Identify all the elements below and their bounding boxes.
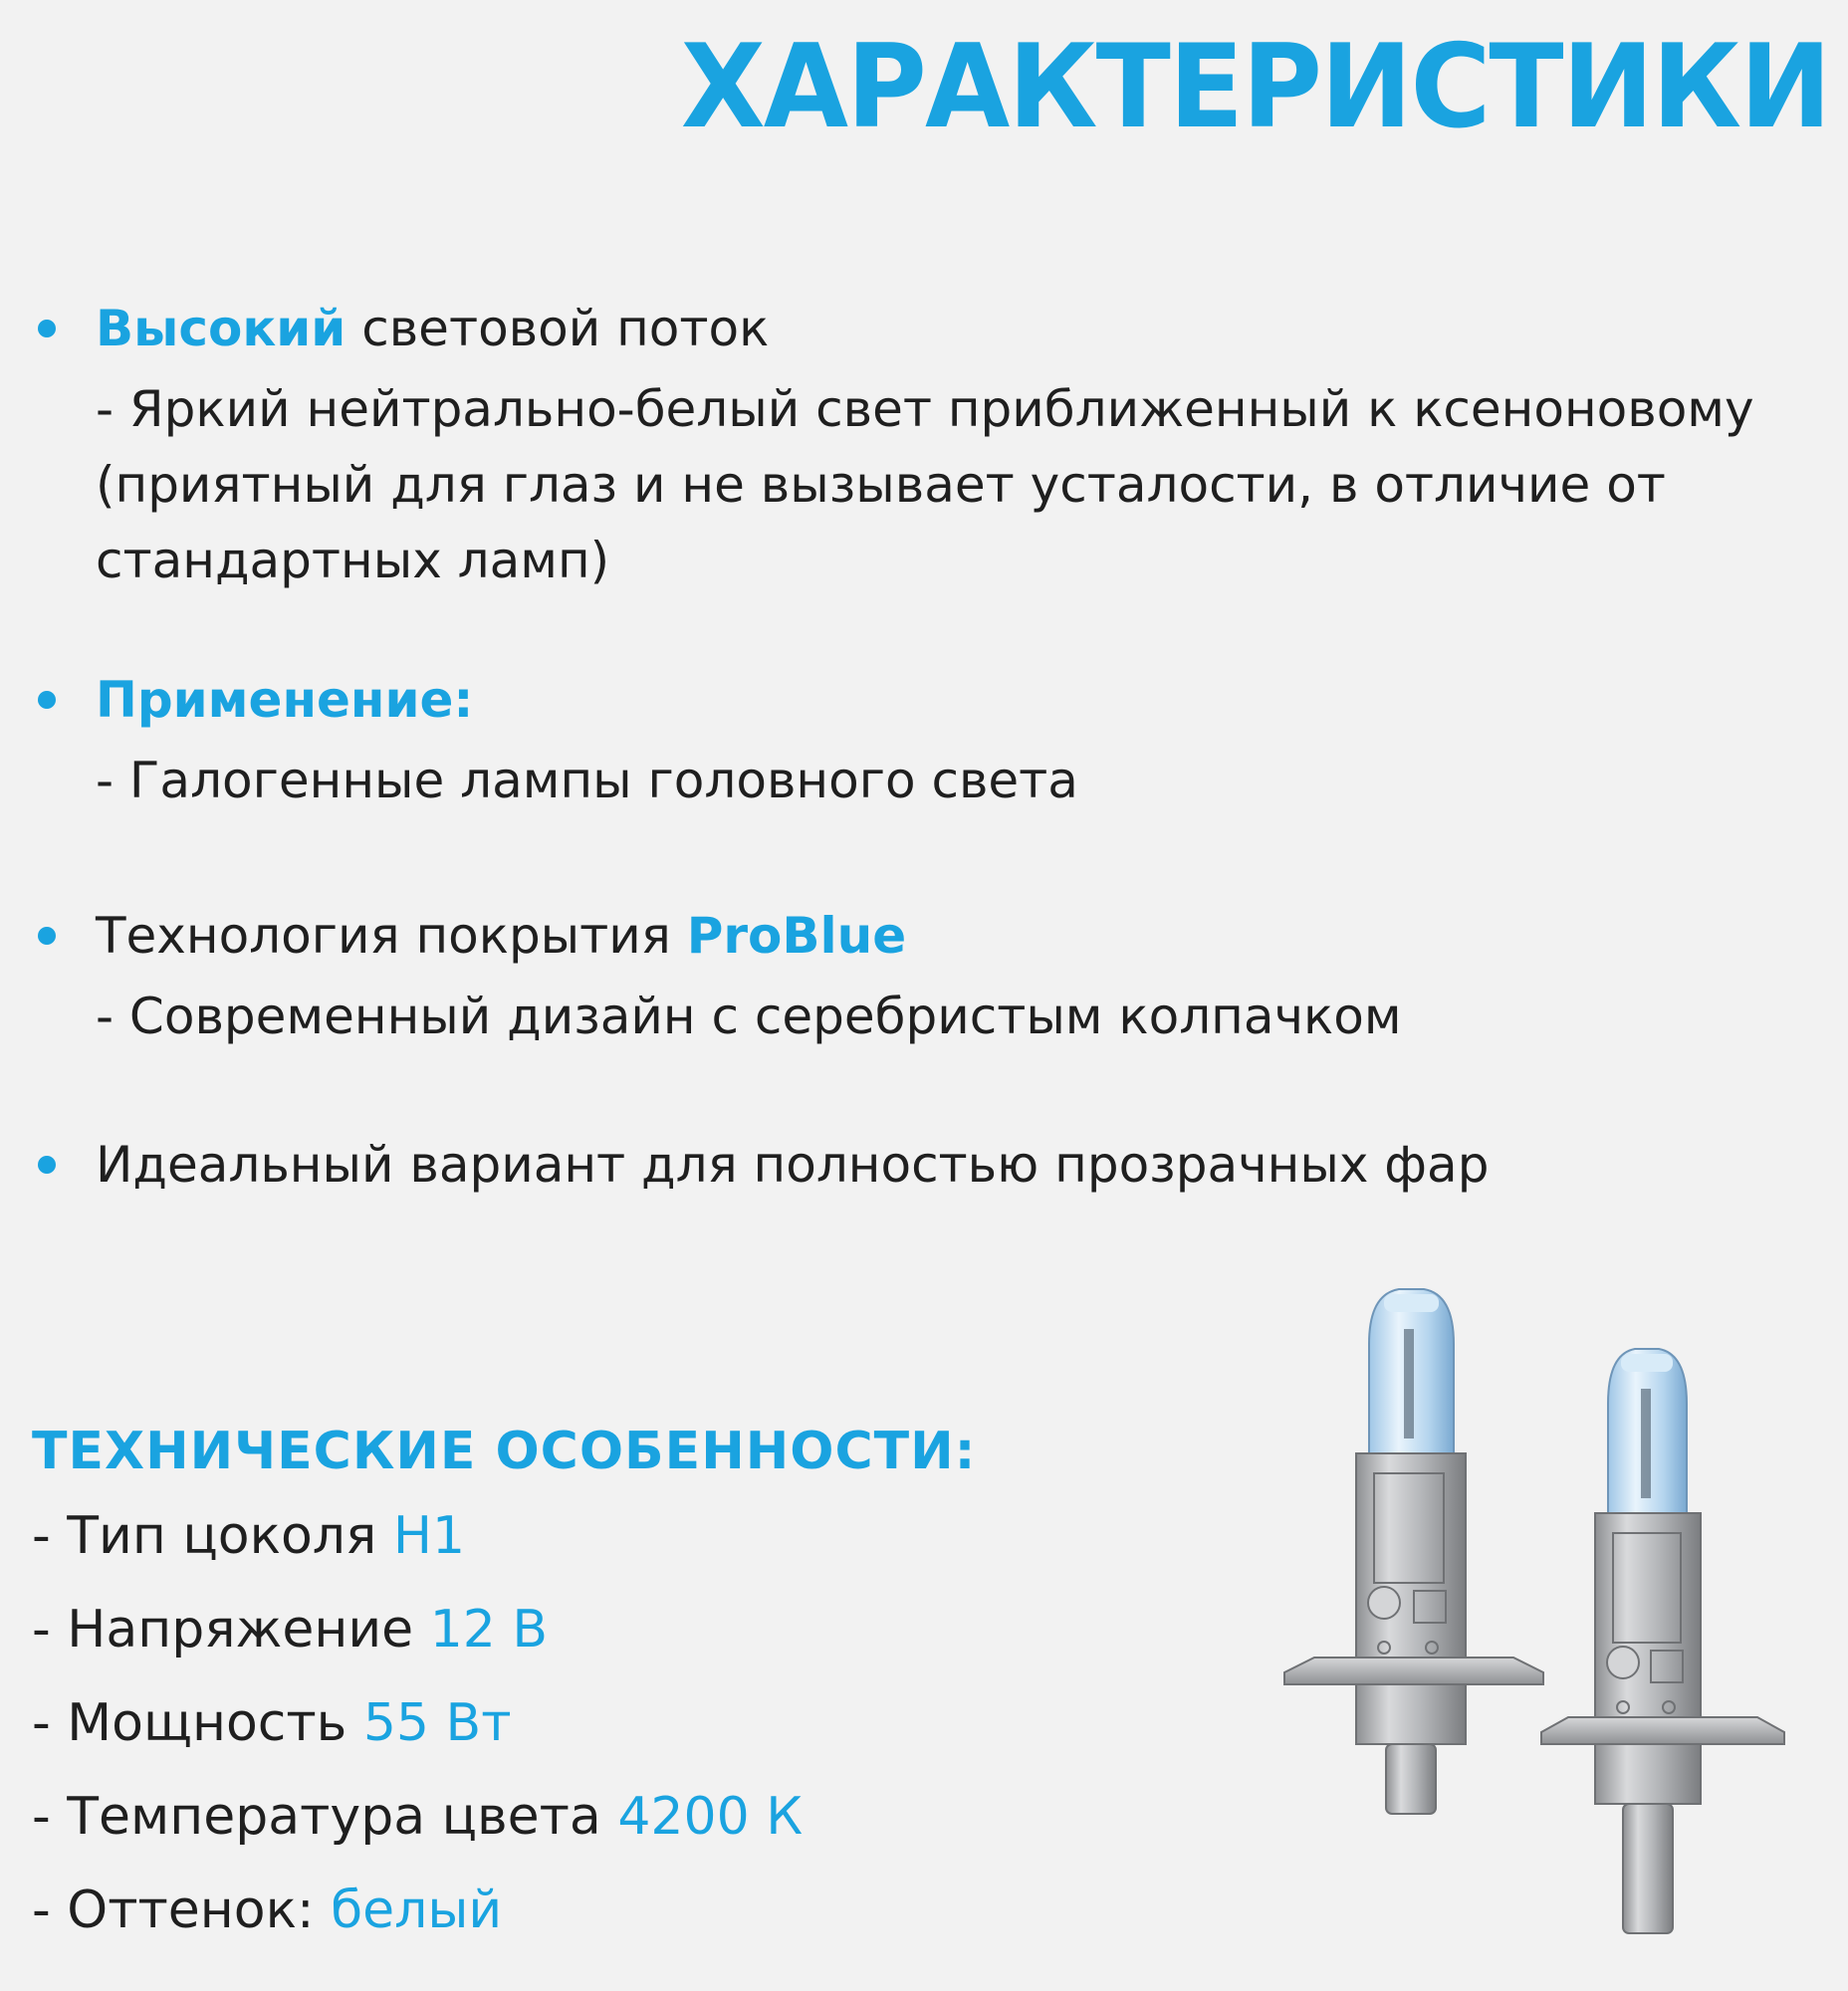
- feature-accent: ProBlue: [686, 907, 907, 965]
- spec-row: [32, 1770, 976, 1864]
- spec-label: - Тип цоколя: [32, 1506, 393, 1566]
- feature-detail-text: - Галогенные лампы головного света: [96, 752, 1078, 809]
- feature-heading: [22, 1130, 1828, 1200]
- spec-value: белый: [331, 1880, 503, 1940]
- spec-row: [32, 1489, 976, 1583]
- feature-detail-text: - Яркий нейтрально-белый свет приближенный к ксеноновому (приятный для глаз и не вызывает усталости, в отличие от стандартных ламп): [96, 380, 1754, 589]
- spec-label: - Мощность: [32, 1693, 363, 1753]
- feature-heading-text: Идеальный вариант для полностью прозрачных фар: [96, 1136, 1490, 1194]
- feature-accent: Применение:: [96, 671, 474, 729]
- spec-value: 4200 К: [617, 1787, 804, 1847]
- bulb-left: [1284, 1289, 1543, 1814]
- bulb-right: [1541, 1349, 1784, 1933]
- spec-value: H1: [392, 1506, 466, 1566]
- bullet-icon: [38, 927, 56, 945]
- feature-item: [22, 1130, 1828, 1200]
- feature-detail: [22, 743, 1828, 818]
- product-bulbs-image: [1274, 1274, 1848, 1991]
- feature-detail: [22, 979, 1828, 1054]
- spec-label: - Напряжение: [32, 1600, 430, 1659]
- spec-label: - Оттенок:: [32, 1880, 332, 1940]
- feature-detail-text: - Современный дизайн с серебристым колпачком: [96, 988, 1402, 1045]
- spec-value: 55 Вт: [362, 1693, 512, 1753]
- feature-accent: Высокий: [96, 300, 346, 357]
- feature-item: [22, 294, 1828, 598]
- spec-row: [32, 1864, 976, 1957]
- spec-label: - Температура цвета: [32, 1787, 618, 1847]
- feature-item: [22, 665, 1828, 818]
- feature-heading: [22, 901, 1828, 971]
- page-title: ХАРАКТЕРИСТИКИ: [681, 20, 1830, 154]
- tech-specs: [32, 1414, 976, 1957]
- feature-heading-text: световой поток: [346, 300, 770, 357]
- feature-heading-text: Технология покрытия: [96, 907, 687, 965]
- specs-title: ТЕХНИЧЕСКИЕ ОСОБЕННОСТИ:: [32, 1422, 977, 1481]
- feature-detail: [22, 371, 1828, 598]
- feature-item: [22, 901, 1828, 1054]
- spec-row: [32, 1676, 976, 1770]
- feature-heading: [22, 294, 1828, 363]
- bullet-icon: [38, 691, 56, 709]
- spec-row: [32, 1583, 976, 1676]
- spec-value: 12 В: [429, 1600, 549, 1659]
- feature-heading: [22, 665, 1828, 735]
- bullet-icon: [38, 1156, 56, 1174]
- bullet-icon: [38, 320, 56, 337]
